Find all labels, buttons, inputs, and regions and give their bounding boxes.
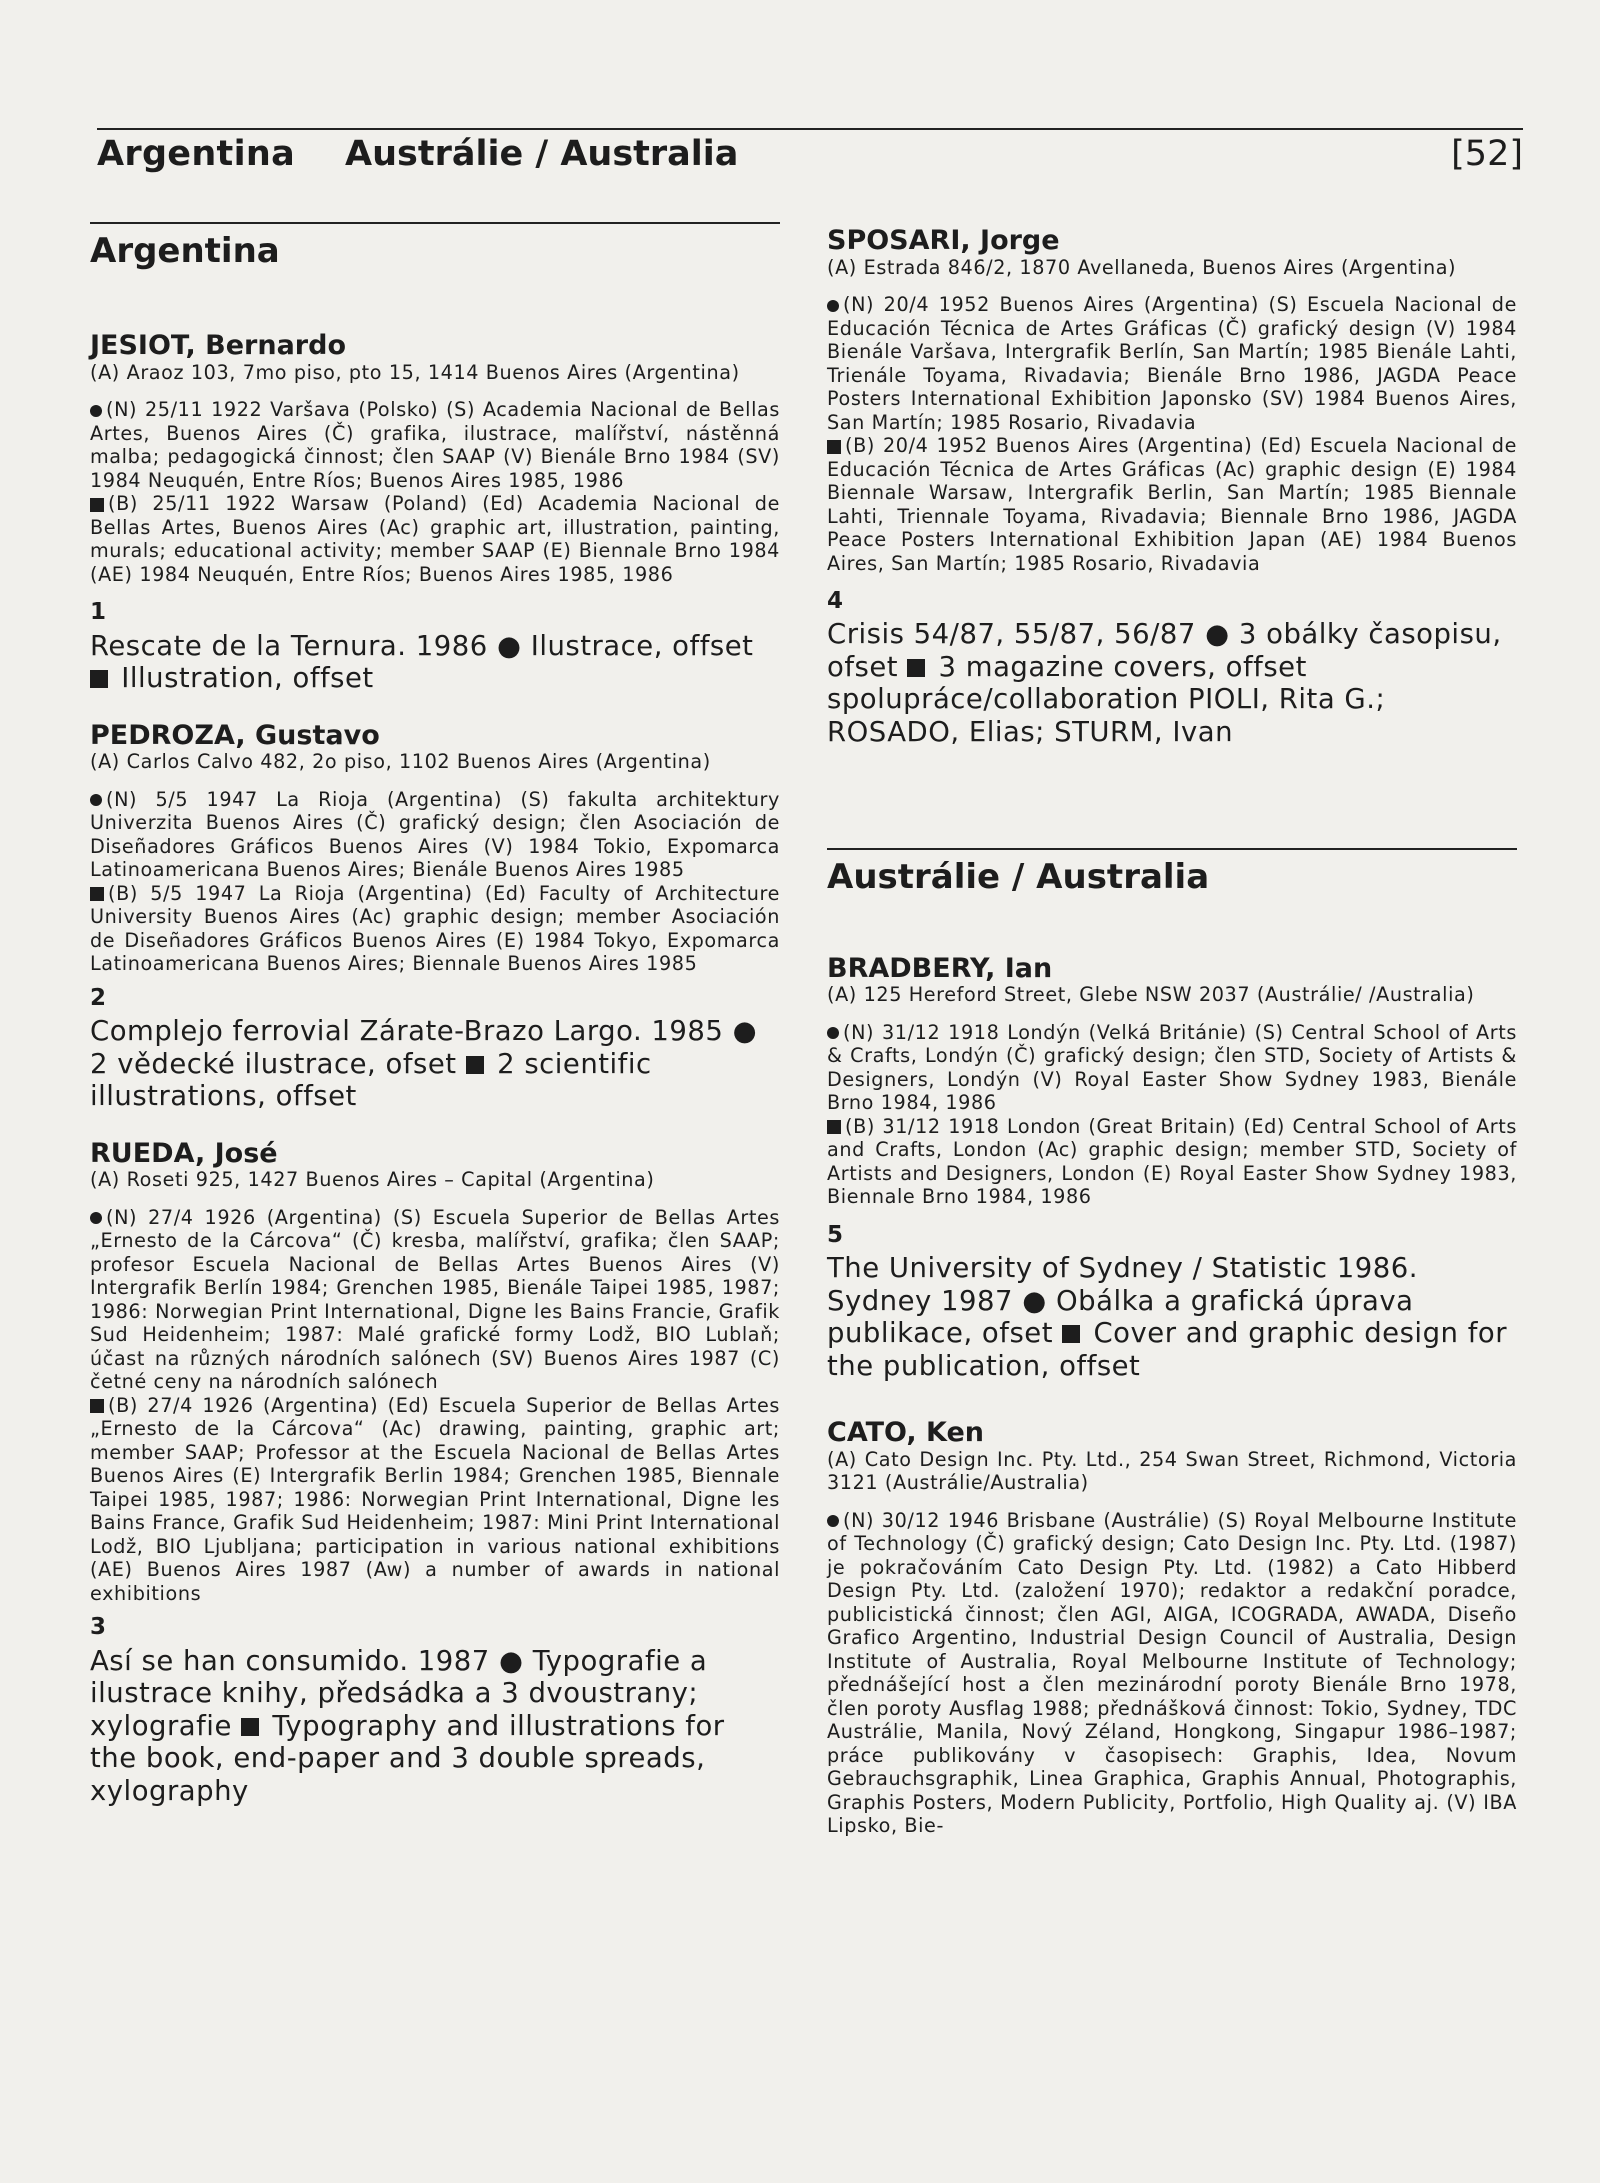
english-square-icon	[90, 1399, 104, 1413]
artist-entry	[90, 721, 780, 1113]
english-square-icon	[1062, 1325, 1080, 1343]
bio-english: (B) 5/5 1947 La Rioja (Argentina) (Ed) Faculty of Architecture University Buenos Aires (Ac) graphic design; member Asociación de Diseñadores Gráficos Buenos Aires (E) 1984 Tokyo, Expomarca Latinoamericana Buenos Aires; Biennale Buenos Aires 1985	[90, 881, 780, 976]
artist-name: PEDROZA, Gustavo	[90, 719, 380, 751]
work-caption	[90, 1645, 780, 1808]
english-square-icon	[827, 440, 841, 454]
artist-bio	[827, 293, 1517, 575]
artist-entry	[90, 331, 780, 694]
work-caption-english: 3 magazine covers, offset spolupráce/collaboration PIOLI, Rita G.; ROSADO, Elias; STURM, Ivan	[827, 650, 1386, 748]
artist-address: (A) Cato Design Inc. Pty. Ltd., 254 Swan Street, Richmond, Victoria 3121 (Austrálie/Australia)	[827, 1447, 1517, 1495]
english-square-icon	[241, 1718, 259, 1736]
artist-name: RUEDA, José	[90, 1137, 278, 1169]
work-caption	[90, 1015, 780, 1113]
artist-name: BRADBERY, Ian	[827, 952, 1053, 984]
work-number: 4	[827, 588, 844, 615]
artist-address: (A) Araoz 103, 7mo piso, pto 15, 1414 Buenos Aires (Argentina)	[90, 360, 740, 384]
work-caption	[90, 630, 780, 695]
artist-name: JESIOT, Bernardo	[90, 330, 346, 362]
bio-czech: (N) 30/12 1946 Brisbane (Austrálie) (S) Royal Melbourne Institute of Technology (Č) grafický design; Cato Design Inc. Pty. Ltd. (1987) je pokračováním Cato Design Pty. Ltd. (1982) a Cato Hibberd Design Pty. Ltd. (založení 1970); redaktor a redakční poradce, publicistická činnost; člen AGI, AIGA, ICOGRADA, AWADA, Diseño Grafico Argentino, Industrial Design Council of Australia, Design Institute of Australia, Royal Melbourne Institute of Technology; přednášející host a člen mezinárodní poroty Bienále Brno 1978, člen poroty Ausflag 1988; přednášková činnost: Tokio, Sydney, TDC Austrálie, Manila, Nový Zéland, Hongkong, Singapur 1986–1987; práce publikovány v časopisech: Graphis, Idea, Novum Gebrauchsgraphik, Linea Graphica, Graphis Annual, Photographis, Graphis Posters, Modern Publicity, Portfolio, High Quality aj. (V) IBA Lipsko, Bie-	[827, 1508, 1517, 1838]
artist-bio	[90, 398, 780, 586]
work-caption	[827, 618, 1517, 748]
english-square-icon	[90, 670, 108, 688]
work-caption-czech: Así se han consumido. 1987 ● Typografie a ilustrace knihy, předsádka a 3 dvoustrany; xylografie	[90, 1644, 708, 1742]
english-square-icon	[827, 1120, 841, 1134]
bio-czech: (N) 20/4 1952 Buenos Aires (Argentina) (S) Escuela Nacional de Educación Técnica de Artes Gráficas (Č) grafický design (V) 1984 Bienále Varšava, Intergrafik Berlín, San Martín; 1985 Bienále Lahti, Trienále Toyama, Rivadavia; Bienále Brno 1986, JAGDA Peace Posters International Exhibition Japonsko (SV) 1984 Buenos Aires, San Martín; 1985 Rosario, Rivadavia	[827, 293, 1517, 434]
work-caption-czech: Rescate de la Ternura. 1986 ● Ilustrace, offset	[90, 629, 754, 662]
artist-name: SPOSARI, Jorge	[827, 225, 1060, 256]
section-rule	[827, 848, 1517, 850]
bio-czech: (N) 31/12 1918 Londýn (Velká Británie) (S) Central School of Arts & Crafts, Londýn (Č) grafický design; člen STD, Society of Artists & Designers, Londýn (V) Royal Easter Show Sydney 1983, Bienále Brno 1984, 1986	[827, 1020, 1517, 1115]
english-square-icon	[90, 498, 104, 512]
work-caption-english: Typography and illustrations for the book, end-paper and 3 double spreads, xylography	[90, 1709, 725, 1807]
artist-entry	[827, 226, 1517, 748]
section-title: Austrálie / Australia	[827, 857, 1210, 898]
work-number: 1	[90, 599, 107, 626]
artist-address: (A) Carlos Calvo 482, 2o piso, 1102 Buenos Aires (Argentina)	[90, 750, 711, 774]
czech-bullet-icon	[827, 1515, 839, 1527]
work-number: 3	[90, 1614, 107, 1641]
artist-address: (A) 125 Hereford Street, Glebe NSW 2037 (Austrálie/ /Australia)	[827, 983, 1475, 1007]
bio-english: (B) 27/4 1926 (Argentina) (Ed) Escuela Superior de Bellas Artes „Ernesto de la Cárcova“ (Ac) drawing, painting, graphic art; member SAAP; Professor at the Escuela Nacional de Bellas Artes Buenos Aires (E) Intergrafik Berlin 1984; Grenchen 1985, Biennale Taipei 1985, 1987; 1986: Norwegian Print International, Digne les Bains France, Grafik Sud Heidenheim; 1987: Mini Print International Lodž, BIO Ljubljana; participation in various national exhibitions (AE) Buenos Aires 1987 (Aw) a number of awards in national exhibitions	[90, 1393, 780, 1605]
artist-bio	[90, 1206, 780, 1606]
left-column	[90, 222, 780, 1807]
english-square-icon	[466, 1056, 484, 1074]
czech-bullet-icon	[827, 1027, 839, 1039]
bio-czech: (N) 27/4 1926 (Argentina) (S) Escuela Superior de Bellas Artes „Ernesto de la Cárcova“ (Č) kresba, malířství, grafika; člen SAAP; profesor Escuela Nacional de Bellas Artes Buenos Aires (V) Intergrafik Berlín 1984; Grenchen 1985, Bienále Taipei 1985, 1987; 1986: Norwegian Print International, Digne les Bains Francie, Grafik Sud Heidenheim; 1987: Malé grafické formy Lodž, BIO Lublaň; účast na různých národních salónech (SV) Buenos Aires 1987 (C) četné ceny na národních salónech	[90, 1205, 780, 1394]
artist-entry	[827, 954, 1517, 1382]
czech-bullet-icon	[90, 405, 102, 417]
artist-bio	[827, 1509, 1517, 1838]
work-caption-english: Cover and graphic design for the publication, offset	[827, 1317, 1508, 1382]
work-caption-english: Illustration, offset	[121, 662, 374, 695]
artist-address: (A) Estrada 846/2, 1870 Avellaneda, Buenos Aires (Argentina)	[827, 255, 1457, 279]
artist-address: (A) Roseti 925, 1427 Buenos Aires – Capital (Argentina)	[90, 1168, 655, 1192]
section-title: Argentina	[90, 231, 280, 271]
work-number: 2	[90, 984, 107, 1011]
running-head	[97, 134, 1523, 178]
work-caption	[827, 1252, 1517, 1382]
artist-bio	[90, 788, 780, 976]
czech-bullet-icon	[90, 794, 102, 806]
artist-entry	[90, 1139, 780, 1807]
page-number: [52]	[1451, 134, 1523, 174]
work-caption-czech: Crisis 54/87, 55/87, 56/87 ● 3 obálky časopisu, ofset	[827, 618, 1502, 683]
bio-english: (B) 20/4 1952 Buenos Aires (Argentina) (Ed) Escuela Nacional de Educación Técnica de Artes Gráficas (Ac) graphic design (E) 1984 Biennale Warsaw, Intergrafik Berlin, San Martín; 1985 Biennale Lahti, Triennale Toyama, Rivadavia; Biennale Brno 1986, JAGDA Peace Posters International Exhibition Japan (AE) 1984 Buenos Aires, San Martín; 1985 Rosario, Rivadavia	[827, 434, 1517, 575]
english-square-icon	[90, 887, 104, 901]
work-number: 5	[827, 1221, 844, 1248]
artist-bio	[827, 1021, 1517, 1209]
bio-czech: (N) 25/11 1922 Varšava (Polsko) (S) Academia Nacional de Bellas Artes, Buenos Aires (Č) grafika, ilustrace, malířství, nástěnná malba; pedagogická činnost; člen SAAP (V) Bienále Brno 1984 (SV) 1984 Neuquén, Entre Ríos; Buenos Aires 1985, 1986	[90, 398, 780, 492]
header-rule	[97, 128, 1523, 130]
right-column	[827, 222, 1517, 1838]
artist-name: CATO, Ken	[827, 1417, 985, 1449]
section-rule	[90, 222, 780, 224]
running-head-center: Austrálie / Australia	[345, 134, 739, 174]
bio-english: (B) 31/12 1918 London (Great Britain) (Ed) Central School of Arts and Crafts, London (Ac) graphic design; member STD, Society of Artists and Designers, London (E) Royal Easter Show Sydney 1983, Biennale Brno 1984, 1986	[827, 1114, 1517, 1209]
artist-entry	[827, 1418, 1517, 1838]
work-caption-czech: The University of Sydney / Statistic 1986. Sydney 1987 ● Obálka a grafická úprava publikace, ofset	[827, 1252, 1419, 1350]
work-caption-czech: Complejo ferrovial Zárate-Brazo Largo. 1985 ● 2 vědecké ilustrace, ofset	[90, 1015, 758, 1080]
czech-bullet-icon	[90, 1212, 102, 1224]
running-head-left: Argentina	[97, 134, 296, 174]
bio-english: (B) 25/11 1922 Warsaw (Poland) (Ed) Academia Nacional de Bellas Artes, Buenos Aires (Ac) graphic art, illustration, painting, murals; educational activity; member SAAP (E) Biennale Brno 1984 (AE) 1984 Neuquén, Entre Ríos; Buenos Aires 1985, 1986	[90, 492, 780, 586]
czech-bullet-icon	[827, 300, 839, 312]
english-square-icon	[907, 659, 925, 677]
work-caption-english: 2 scientific illustrations, offset	[90, 1047, 652, 1113]
bio-czech: (N) 5/5 1947 La Rioja (Argentina) (S) fakulta architektury Univerzita Buenos Aires (Č) grafický design; člen Asociación de Diseñadores Gráficos Buenos Aires (V) 1984 Tokio, Expomarca Latinoamericana Buenos Aires; Bienále Buenos Aires 1985	[90, 787, 780, 882]
